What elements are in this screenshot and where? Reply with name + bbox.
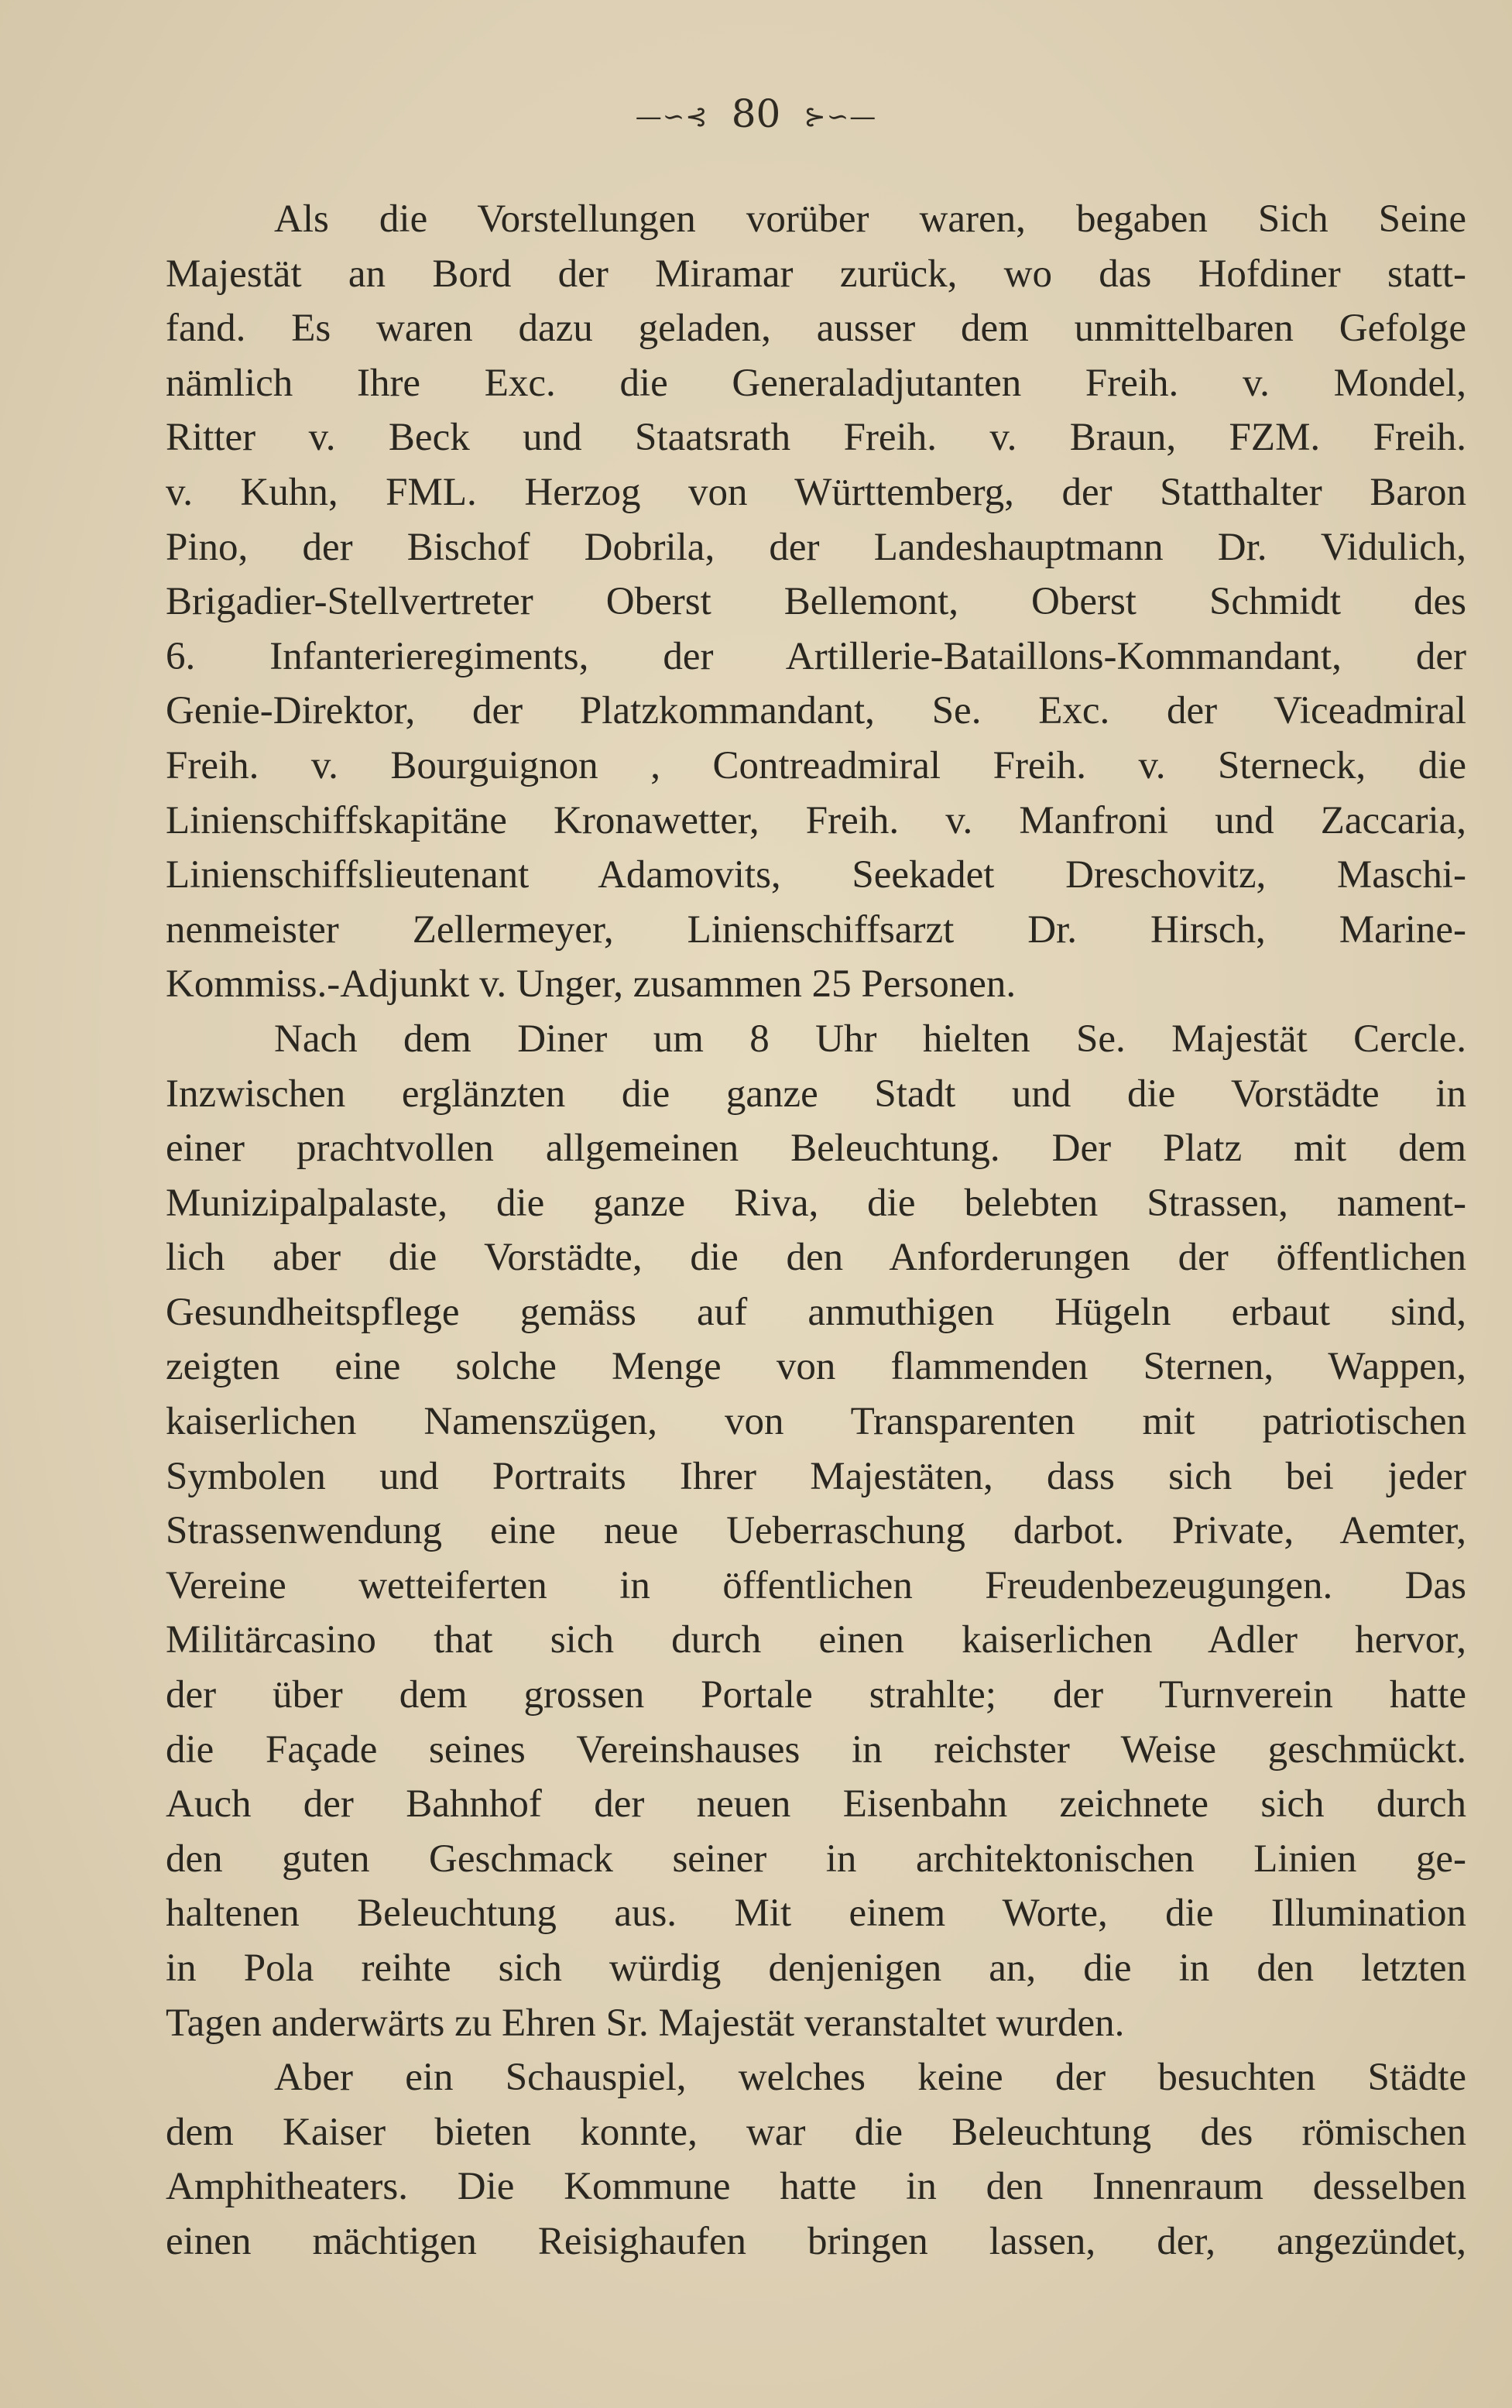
text-line: Tagen anderwärts zu Ehren Sr. Majestät veranstaltet wurden. [166,2001,1125,2045]
text-line: Amphitheaters. Die Kommune hatte in den Innenraum desselben [166,2165,1466,2209]
body-text [166,192,1466,2269]
text-line: Gesundheitspflege gemäss auf anmuthigen Hügeln erbaut sind, [166,1290,1466,1334]
text-line: lich aber die Vorstädte, die den Anforderungen der öffentlichen [166,1236,1466,1280]
text-line: Aber ein Schauspiel, welches keine der besuchten Städte [274,2056,1466,2100]
text-line: nämlich Ihre Exc. die Generaladjutanten Freih. v. Mondel, [166,361,1466,405]
text-line: 6. Infanterieregiments, der Artillerie-Bataillons-Kommandant, der [166,634,1466,678]
text-line: Linienschiffslieutenant Adamovits, Seekadet Dreschovitz, Maschi- [166,853,1466,897]
text-line: Munizipalpalaste, die ganze Riva, die belebten Strassen, nament- [166,1181,1466,1225]
right-ornament: ⊱∽— [804,101,877,132]
text-line: Symbolen und Portraits Ihrer Majestäten, dass sich bei jeder [166,1454,1466,1498]
text-line: Linienschiffskapitäne Kronawetter, Freih. v. Manfroni und Zaccaria, [166,798,1466,842]
text-line: Freih. v. Bourguignon , Contreadmiral Freih. v. Sterneck, die [166,743,1466,787]
text-line: haltenen Beleuchtung aus. Mit einem Worte, die Illumination [166,1892,1466,1936]
text-line: in Pola reihte sich würdig denjenigen an, die in den letzten [166,1947,1466,1990]
text-line: Ritter v. Beck und Staatsrath Freih. v. Braun, FZM. Freih. [166,416,1466,460]
text-line: Kommiss.-Adjunkt v. Unger, zusammen 25 Personen. [166,962,1017,1007]
text-line: Brigadier-Stellvertreter Oberst Bellemont, Oberst Schmidt des [166,580,1466,624]
text-line: Nach dem Diner um 8 Uhr hielten Se. Majestät Cercle. [274,1017,1466,1061]
text-line: einen mächtigen Reisighaufen bringen lassen, der, angezündet, [166,2219,1466,2263]
left-ornament: —∽⊰ [635,101,708,132]
text-line: Inzwischen erglänzten die ganze Stadt und die Vorstädte in [166,1072,1466,1116]
page-header [0,87,1512,144]
text-line: den guten Geschmack seiner in architektonischen Linien ge- [166,1837,1466,1881]
text-line: Auch der Bahnhof der neuen Eisenbahn zeichnete sich durch [166,1782,1466,1827]
text-line: fand. Es waren dazu geladen, ausser dem unmittelbaren Gefolge [166,307,1466,351]
text-line: Vereine wetteiferten in öffentlichen Freudenbezeugungen. Das [166,1563,1466,1607]
page-number: 80 [731,91,781,136]
text-line: Als die Vorstellungen vorüber waren, begaben Sich Seine [274,197,1466,241]
text-line: v. Kuhn, FML. Herzog von Württemberg, der Statthalter Baron [166,470,1466,514]
text-line: zeigten eine solche Menge von flammenden Sternen, Wappen, [166,1345,1466,1389]
text-line: Majestät an Bord der Miramar zurück, wo das Hofdiner statt- [166,252,1466,296]
text-line: die Façade seines Vereinshauses in reichster Weise geschmückt. [166,1727,1466,1772]
text-line: Strassenwendung eine neue Ueberraschung darbot. Private, Aemter, [166,1509,1466,1553]
text-line: dem Kaiser bieten konnte, war die Beleuchtung des römischen [166,2110,1466,2154]
text-line: einer prachtvollen allgemeinen Beleuchtung. Der Platz mit dem [166,1127,1466,1171]
text-line: Genie-Direktor, der Platzkommandant, Se. Exc. der Viceadmiral [166,689,1466,733]
text-line: Militärcasino that sich durch einen kaiserlichen Adler hervor, [166,1618,1466,1662]
text-line: Pino, der Bischof Dobrila, der Landeshauptmann Dr. Vidulich, [166,525,1466,569]
text-line: der über dem grossen Portale strahlte; der Turnverein hatte [166,1673,1466,1717]
text-line: nenmeister Zellermeyer, Linienschiffsarzt Dr. Hirsch, Marine- [166,907,1466,952]
text-line: kaiserlichen Namenszügen, von Transparenten mit patriotischen [166,1400,1466,1444]
